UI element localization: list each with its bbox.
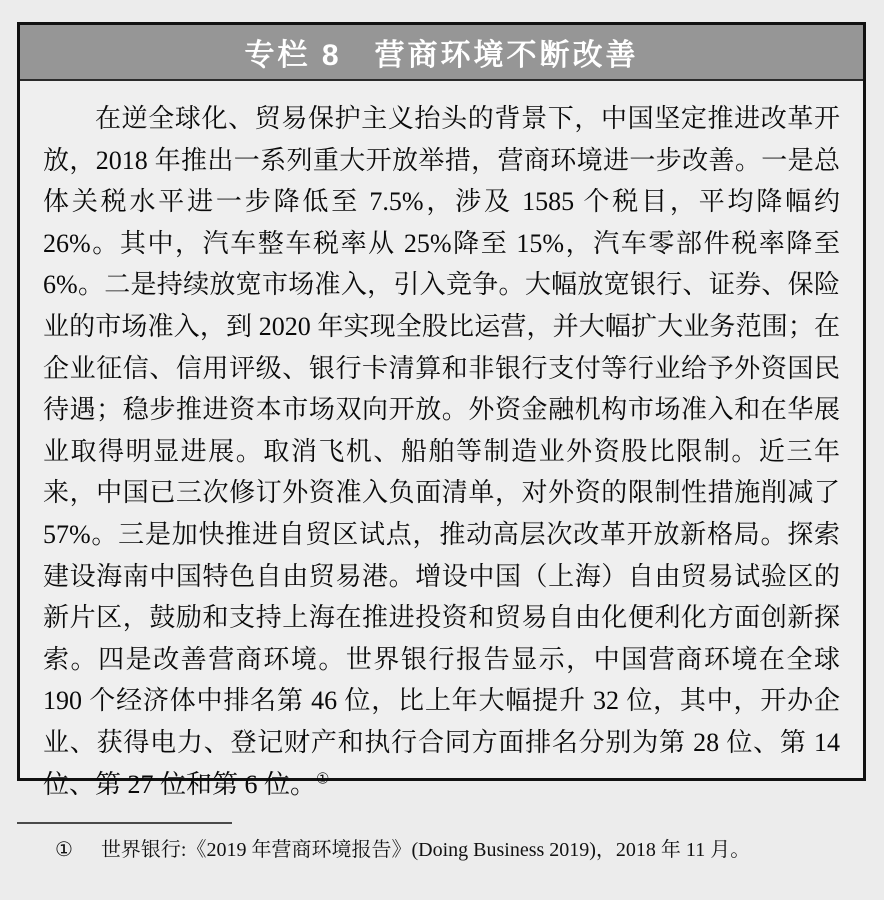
box-header <box>20 25 863 81</box>
footnote-marker: ① <box>55 839 73 861</box>
footnote-ref-superscript: ① <box>316 770 330 787</box>
box-body <box>20 81 863 805</box>
footnote-citation: 世界银行:《2019 年营商环境报告》(Doing Business 2019)，2018 年 11 月。 <box>100 839 751 861</box>
box-paragraph <box>43 98 840 805</box>
column-box <box>17 22 866 799</box>
footnote-area <box>17 822 866 863</box>
box-title: 专栏 8 营商环境不断改善 <box>244 39 639 72</box>
footnote-text <box>55 837 866 863</box>
paragraph-text: 在逆全球化、贸易保护主义抬头的背景下，中国坚定推进改革开放，2018 年推出一系列重大开放举措，营商环境进一步改善。一是总体关税水平进一步降低至 7.5%，涉及 1585 个税目，平均降幅约 26%。其中，汽车整车税率从 25%降至 15%，汽车零部件税率降至 6%。二是持续放宽市场准入，引入竞争。大幅放宽银行、证券、保险业的市场准入，到 2020 年实现全股比运营，并大幅扩大业务范围；在企业征信、信用评级、银行卡清算和非银行支付等行业给予外资国民待遇；稳步推进资本市场双向开放。外资金融机构市场准入和在华展业取得明显进展。取消飞机、船舶等制造业外资股比限制。近三年来，中国已三次修订外资准入负面清单，对外资的限制性措施削减了 57%。三是加快推进自贸区试点，推动高层次改革开放新格局。探索建设海南中国特色自由贸易港。增设中国（上海）自由贸易试验区的新片区，鼓励和支持上海在推进投资和贸易自由化便利化方面创新探索。四是改善营商环境。世界银行报告显示，中国营商环境在全球 190 个经济体中排名第 46 位，比上年大幅提升 32 位，其中，开办企业、获得电力、登记财产和执行合同方面排名分别为第 28 位、第 14 位、第 27 位和第 6 位。 <box>43 104 840 799</box>
footnote-divider <box>17 822 232 824</box>
